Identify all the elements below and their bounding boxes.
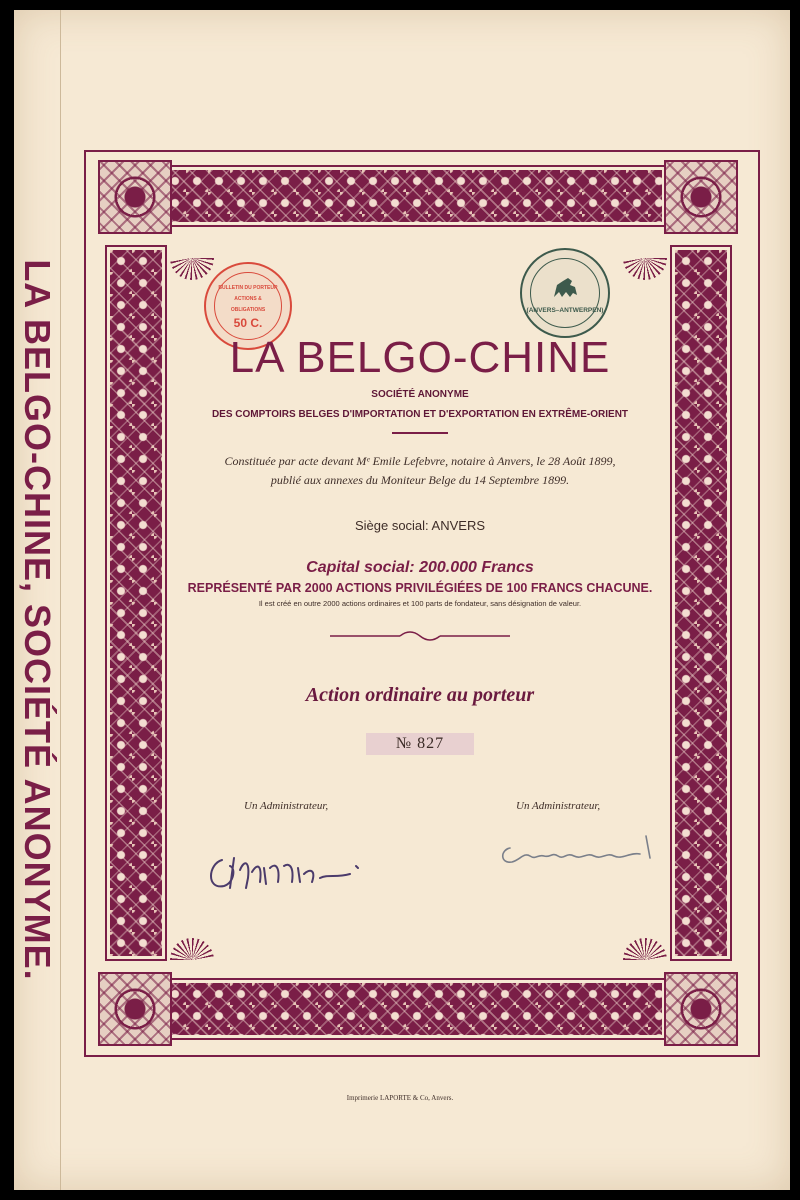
- constitution-line-1: Constituée par acte devant Mᵉ Emile Lefebvre, notaire à Anvers, le 28 Août 1899,: [224, 454, 616, 468]
- revenue-stamp-value: 50 C.: [233, 316, 263, 330]
- corner-ornament-top-left: [98, 160, 172, 234]
- signature-left: [200, 838, 380, 898]
- lion-emblem-icon: [548, 273, 582, 303]
- stub-vertical-text: LA BELGO-CHINE, SOCIÉTÉ ANONYME.: [17, 259, 58, 981]
- ornamental-separator: [330, 628, 510, 644]
- registry-seal-text: (ANVERS–ANTWERPEN): [526, 306, 604, 314]
- share-number: № 827: [366, 733, 474, 755]
- company-type: SOCIÉTÉ ANONYME: [371, 389, 469, 400]
- constitution-line-2: publié aux annexes du Moniteur Belge du 14 Septembre 1899.: [270, 473, 570, 487]
- corner-ornament-bottom-right: [664, 972, 738, 1046]
- signature-right: [490, 818, 670, 878]
- divider-rule: [392, 432, 448, 434]
- border-band-right: [675, 250, 727, 956]
- share-capital: Capital social: 200.000 Francs: [306, 559, 534, 576]
- fan-ornament-bottom-left: [170, 938, 214, 960]
- company-purpose: DES COMPTOIRS BELGES D'IMPORTATION ET D'EXPORTATION EN EXTRÊME-ORIENT: [211, 409, 629, 420]
- share-type: Action ordinaire au porteur: [305, 684, 535, 706]
- border-band-left: [110, 250, 162, 956]
- revenue-stamp-text: BULLETIN DU PORTEUR ACTIONS & OBLIGATIONS: [218, 285, 278, 313]
- fan-ornament-bottom-right: [623, 938, 667, 960]
- capital-representation: REPRÉSENTÉ PAR 2000 ACTIONS PRIVILÉGIÉES DE 100 FRANCS CHACUNE.: [187, 581, 653, 595]
- capital-note: Il est créé en outre 2000 actions ordinaires et 100 parts de fondateur, sans désignation de valeur.: [258, 599, 582, 608]
- company-name: LA BELGO-CHINE: [229, 333, 611, 382]
- certificate-body: [170, 255, 670, 755]
- printer-imprint: Imprimerie LAPORTE & Co, Anvers.: [346, 1094, 454, 1102]
- border-band-top: [164, 170, 662, 222]
- registered-office: Siège social: ANVERS: [354, 518, 486, 533]
- border-band-bottom: [164, 983, 662, 1035]
- signature-label-left: Un Administrateur,: [244, 800, 329, 812]
- signature-label-right: Un Administrateur,: [516, 800, 601, 812]
- corner-ornament-top-right: [664, 160, 738, 234]
- corner-ornament-bottom-left: [98, 972, 172, 1046]
